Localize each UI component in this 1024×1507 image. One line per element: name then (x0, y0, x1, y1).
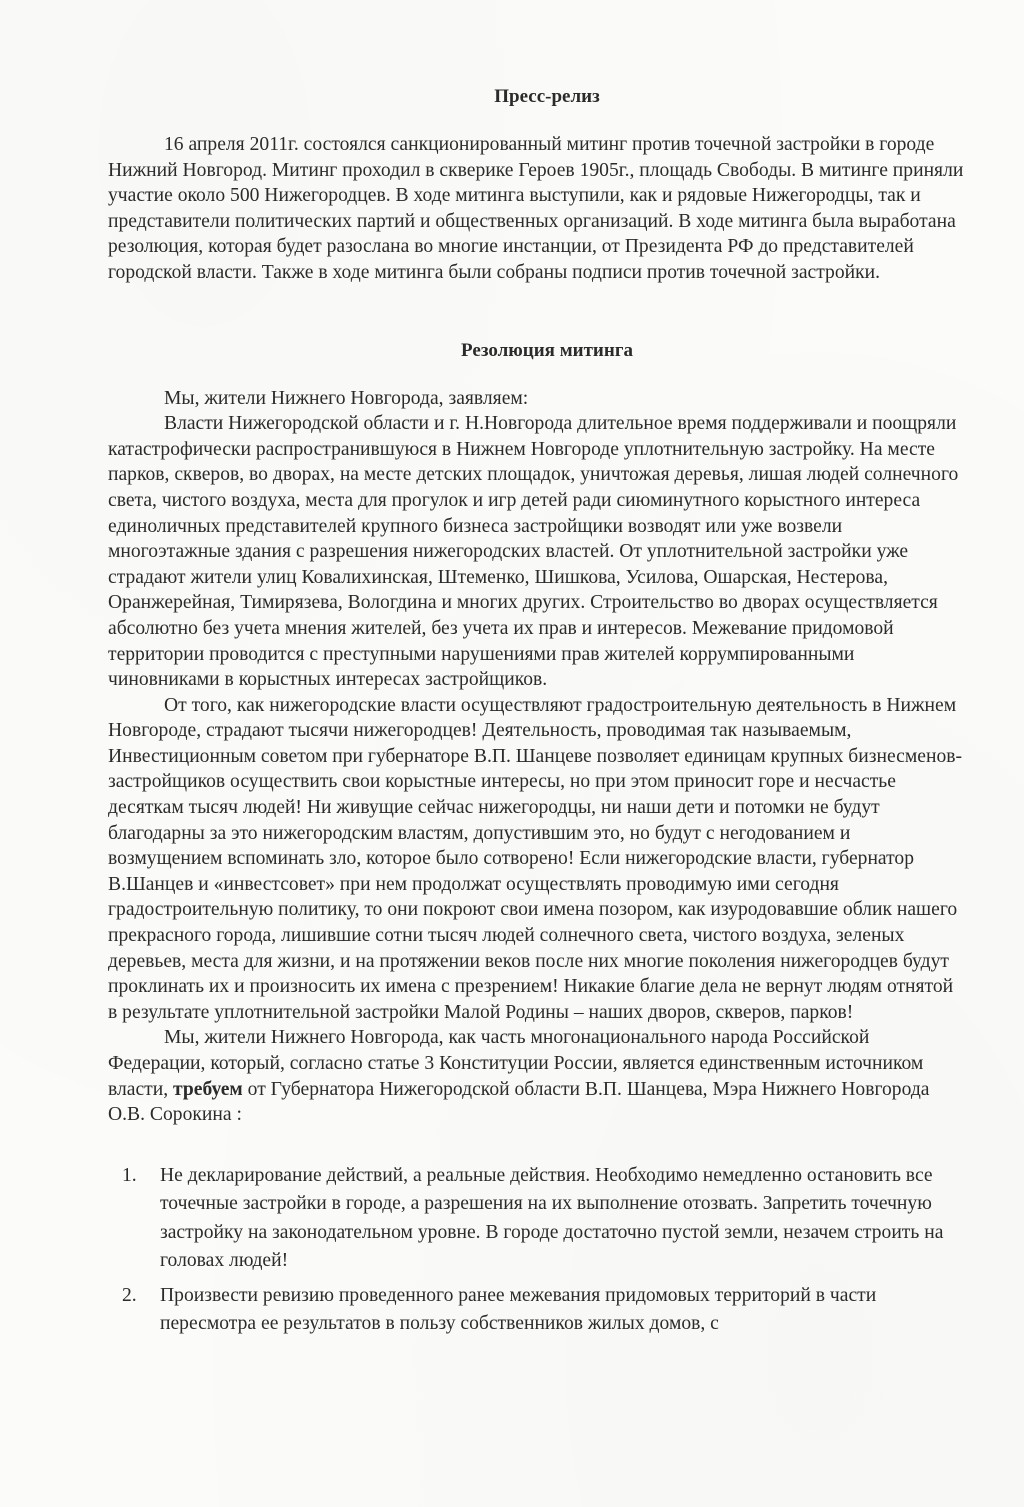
resolution-intro: Мы, жители Нижнего Новгорода, заявляем: (164, 387, 529, 409)
resolution-paragraph-3 (108, 1025, 966, 1127)
demand-item (108, 1162, 966, 1276)
demand-text: Не декларирование действий, а реальные действия. Необходимо немедленно остановить все точечные застройки в городе, а разрешения на их выполнение отозвать. Запретить точечную застройку на законодательном уровне. В городе достаточно пустой земли, незачем строить на головах людей! (160, 1164, 944, 1272)
demand-keyword: требуем (173, 1078, 243, 1100)
demand-preamble: Мы, жители Нижнего Новгорода, как часть многонационального народа Российской Федерации, который, согласно статье 3 Конституции России, является единственным источником власти, (108, 1027, 924, 1100)
resolution-paragraph-1: Власти Нижегородской области и г. Н.Новгорода длительное время поддерживали и поощряли катастрофически распространившуюся в Нижнем Новгороде уплотнительную застройку. На месте парков, скверов, во дворах, на месте детских площадок, уничтожая деревья, лишая людей солнечного света, чистого воздуха, места для прогулок и игр детей ради сиюминутного корыстного интереса единоличных представителей крупного бизнеса застройщики возводят или уже возвели многоэтажные здания с разрешения нижегородских властей. От уплотнительной застройки уже страдают жители улиц Ковалихинская, Штеменко, Шишкова, Усилова, Ошарская, Нестерова, Оранжерейная, Тимирязева, Вологдина и многих других. Строительство во дворах осуществляется абсолютно без учета мнения жителей, без учета их прав и интересов. Межевание придомовой территории проводится с преступными нарушениями прав жителей коррумпированными чиновниками в корыстных интересах застройщиков. (108, 413, 959, 691)
demand-number: 2. (122, 1284, 137, 1306)
resolution-title: Резолюция митинга (461, 339, 633, 361)
demand-text: Произвести ревизию проведенного ранее межевания придомовых территорий в части пересмотра ее результатов в пользу собственников жилых домов, с (160, 1284, 877, 1335)
demand-addressees: от Губернатора Нижегородской области В.П. Шанцева, Мэра Нижнего Новгорода О.В. Сорокина : (108, 1078, 930, 1126)
demands-list (108, 1162, 966, 1339)
demand-item (108, 1282, 966, 1339)
resolution-paragraph-2: От того, как нижегородские власти осуществляют градостроительную деятельность в Нижнем Новгороде, страдают тысячи нижегородцев! Деятельность, проводимая так называемым, Инвестиционным советом при губернаторе В.П. Шанцеве позволяет единицам крупных бизнесменов-застройщиков осуществить свои корыстные интересы, но при этом приносит горе и несчастье десяткам тысяч людей! Ни живущие сейчас нижегородцы, ни наши дети и потомки не будут благодарны за это нижегородским властям, допустившим это, но будут с негодованием и возмущением вспоминать зло, которое было сотворено! Если нижегородские власти, губернатор В.Шанцев и «инвестсовет» при нем продолжат осуществлять проводимую ими сегодня градостроительную политику, то они покроют свои имена позором, как изуродовавшие облик нашего прекрасного города, лишившие сотни тысяч людей солнечного света, чистого воздуха, зеленых деревьев, места для жизни, и на протяжении веков после них многие поколения нижегородцев будут проклинать их и произносить их имена с презрением! Никакие благие дела не вернут людям отнятой в результате уплотнительной застройки Малой Родины – наших дворов, скверов, парков! (108, 694, 963, 1023)
demand-number: 1. (122, 1164, 137, 1186)
press-release-title: Пресс-релиз (494, 86, 600, 107)
press-release-body: 16 апреля 2011г. состоялся санкционированный митинг против точечной застройки в городе Нижний Новгород. Митинг проходил в скверике Героев 1905г., площадь Свободы. В митинге приняли участие около 500 Нижегородцев. В ходе митинга выступили, как и рядовые Нижегородцы, так и представители политических партий и общественных организаций. В ходе митинга была выработана резолюция, которая будет разослана во многие инстанции, от Президента РФ до представителей городской власти. Также в ходе митинга были собраны подписи против точечной застройки. (108, 134, 964, 283)
